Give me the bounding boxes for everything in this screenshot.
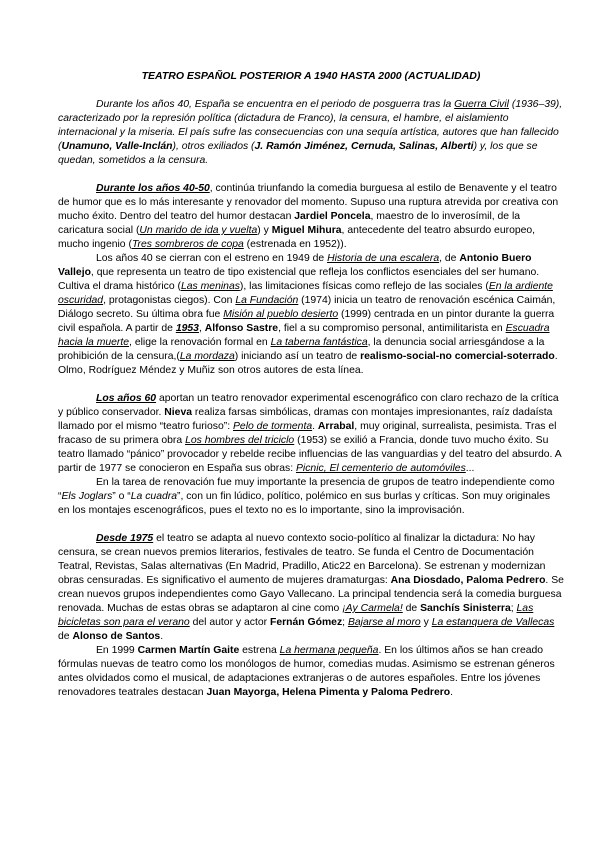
section-heading: Desde 1975 [96, 533, 154, 544]
section-heading: Los años 60 [96, 393, 157, 404]
page-title: TEATRO ESPAÑOL POSTERIOR A 1940 HASTA 2000 (ACTUALIDAD) [141, 70, 481, 82]
buero-vallejo-paragraph: Los años 40 se cierran con el estreno en 1949 de Historia de una escalera, de Antonio Buero Vallejo, que representa un teatro de tipo existencial que refleja los conflictos esenciales del ser humano. Cultiva el drama histórico (Las meninas), las limitaciones físicas como reflejo de las sociales (En la ardiente oscuridad, protagonistas ciegos). Con La Fundación (1974) inicia un teatro de renovación escénica Caimán, Diálogo secreto. Su última obra fue Misión al pueblo desierto (1999) centrada en un pintor durante la guerra civil española. A partir de 1953, Alfonso Sastre, fiel a su compromiso personal, antimilitarista en Escuadra hacia la muerte, elige la renovación formal en La taberna fantástica, la denuncia social arriesgándose a la prohibición de la censura,(La mordaza) iniciando así un teatro de realismo-social-no comercial-soterrado. Olmo, Rodríguez Méndez y Muñiz son otros autores de esta línea. [58, 253, 558, 376]
section-heading: Durante los años 40-50 [96, 183, 210, 194]
section-1975-paragraph: Desde 1975 el teatro se adapta al nuevo contexto socio-político al finalizar la dictadura: No hay censura, se crean nuevos premios literarios, festivales de teatro. Se funda el Centro de Documentación Teatral, Revistas, Salas alternativas (En Madrid, Pradillo, Atic22 en Barcelona). Se estrenan y modernizan obras censuradas. Es significativo el aumento de mujeres dramaturgas: Ana Diosdado, Paloma Pedrero. Se crean nuevos grupos independientes como Gayo Vallecano. La principal tendencia será la comedia burguesa renovada. Muchas de estas obras se adaptaron al cine como ¡Ay Carmela! de Sanchís Sinisterra; Las bicicletas son para el verano del autor y actor Fernán Gómez; Bajarse al moro y La estanquera de Vallecas de Alonso de Santos. [58, 533, 564, 642]
intro-paragraph: Durante los años 40, España se encuentra en el periodo de posguerra tras la Guerra Civil (1936–39), caracterizado por la represión política (dictadura de Franco), la censura, el hambre, el aislamiento internacional y la miseria. El país sufre las consecuencias con una sequía artística, autores que han fallecido (Unamuno, Valle-Inclán), otros exiliados (J. Ramón Jiménez, Cernuda, Salinas, Alberti) y, los que se quedan, sometidos a la censura. [58, 99, 563, 166]
section-40-50-paragraph: Durante los años 40-50, continúa triunfando la comedia burguesa al estilo de Benavente y el teatro de humor que es lo más interesante y renovador del momento. Supuso una ruptura atrevida por creativa con mucho éxito. Dentro del teatro del humor destacan Jardiel Poncela, maestro de lo inverosímil, de la caricatura social (Un marido de ida y vuelta) y Miguel Mihura, antecedente del teatro absurdo europeo, mucho ingenio (Tres sombreros de copa (estrenada en 1952)). [58, 183, 559, 250]
section-60-paragraph: Los años 60 aportan un teatro renovador experimental escenográfico con claro rechazo de la crítica y público conservador. Nieva realiza farsas simbólicas, dramas con montajes impresionantes, raíz dadaísta llamado por el mismo “teatro furioso”: Pelo de tormenta. Arrabal, muy original, surrealista, pesimista. Tras el fracaso de su primera obra Los hombres del triciclo (1953) se exilió a Francia, donde tuvo mucho éxito. Su teatro llamado “pánico” provocador y rebelde recibe influencias de las vanguardias y del teatro del absurdo. A partir de 1977 se conocieron en España sus obras: Picnic, El cementerio de automóviles... [58, 393, 562, 474]
section-1999-paragraph: En 1999 Carmen Martín Gaite estrena La hermana pequeña. En los últimos años se han creado fórmulas nuevas de teatro como los monólogos de humor, comedias mudas. Asimismo se estrenan géneros antes olvidados como el musical, de adaptaciones extranjeras o de autores españoles. Entre los jóvenes renovadores teatrales destacan Juan Mayorga, Helena Pimenta y Paloma Pedrero. [58, 645, 555, 698]
independent-groups-paragraph: En la tarea de renovación fue muy importante la presencia de grupos de teatro independiente como “Els Joglars” o “La cuadra”, con un fin lúdico, político, polémico en sus burlas y críticas. Son muy originales en los montajes escenográficos, pues el texto no es lo importante, sino la improvisación. [58, 477, 555, 516]
